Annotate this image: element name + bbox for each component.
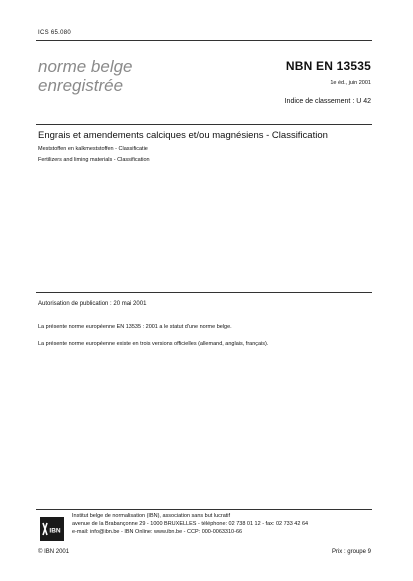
enregistree-label: enregistrée [38, 76, 124, 95]
authorization-rule [36, 292, 372, 293]
logo-text: IBN [49, 527, 61, 535]
ibn-logo-icon [40, 517, 64, 541]
title-rule [36, 124, 372, 125]
edition-date: 1e éd., juin 2001 [330, 80, 371, 86]
institute-contact: e-mail: info@ibn.be - IBN Online: www.ibn.be - CCP: 000-0063310-66 [72, 529, 243, 535]
norme-belge-label: norme belge [38, 57, 133, 76]
institute-name: Institut belge de normalisation (IBN), association sans but lucratif [72, 513, 231, 519]
versions-statement: La présente norme européenne existe en trois versions officielles (allemand, anglais, français). [38, 341, 269, 347]
standard-number: NBN EN 13535 [285, 59, 371, 73]
title-english: Fertilizers and liming materials - Classification [38, 157, 150, 163]
title-french: Engrais et amendements calciques et/ou magnésiens - Classification [38, 130, 328, 141]
price-group: Prix : groupe 9 [331, 549, 371, 555]
ics-code: ICS 65.080 [38, 30, 72, 36]
classification-index: Indice de classement : U 42 [284, 98, 371, 105]
footer-rule [36, 509, 372, 510]
title-dutch: Meststoffen en kalkmeststoffen - Classificatie [38, 146, 148, 152]
institute-address: avenue de la Brabançonne 29 - 1000 BRUXELLES - téléphone: 02 738 01 12 - fax: 02 733 42 64 [72, 521, 309, 527]
top-rule [36, 40, 372, 41]
status-statement: La présente norme européenne EN 13535 : 2001 a le statut d'une norme belge. [38, 324, 232, 330]
publication-authorization: Autorisation de publication : 20 mai 2001 [38, 301, 147, 307]
copyright: © IBN 2001 [38, 549, 70, 555]
